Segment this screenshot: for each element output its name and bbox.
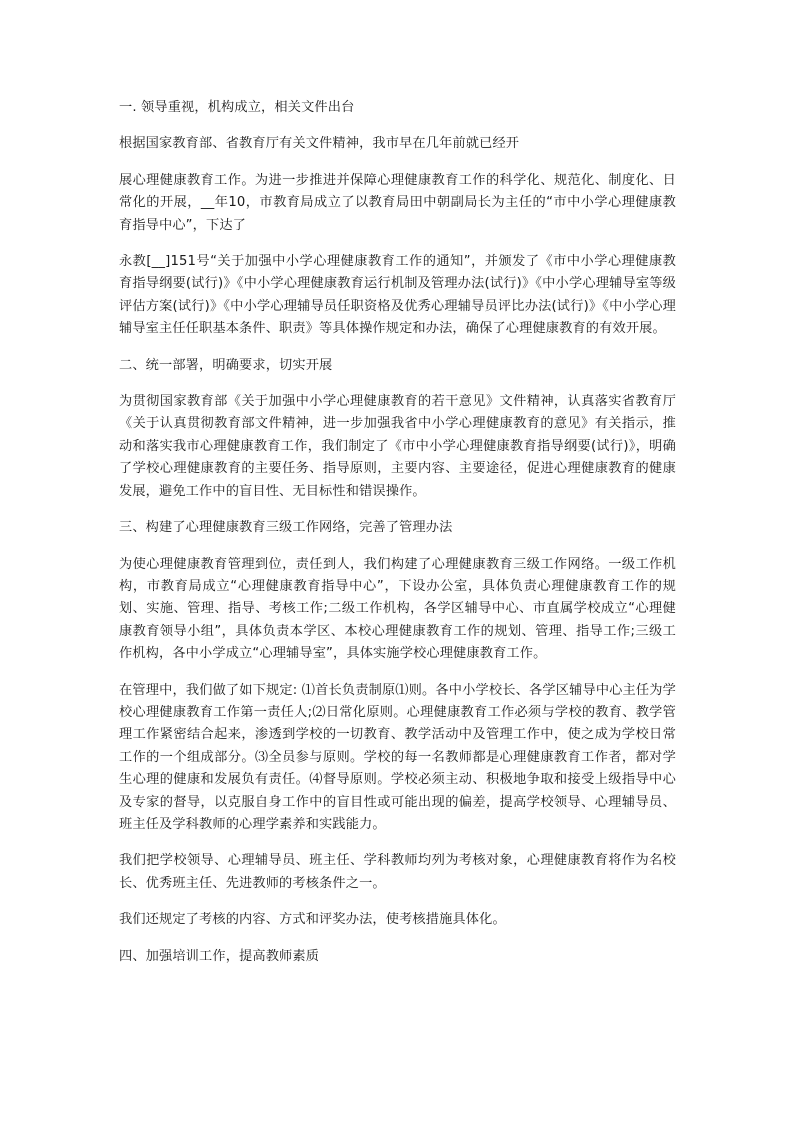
paragraph-intro: 根据国家教育部、省教育厅有关文件精神，我市早在几年前就已经开 — [119, 136, 520, 152]
paragraph-assessment-methods: 我们还规定了考核的内容、方式和评奖办法，使考核措施具体化。 — [119, 912, 506, 928]
paragraph-management-rules: 在管理中，我们做了如下规定: ⑴首长负责制原⑴则。各中小学校长、各学区辅导中心主任为学校心理健康教育工作第一责任人;⑵日常化原则。心理健康教育工作必须与学校的教育、教学管理工作紧密结合起来，渗透到学校的一切教育、教学活动中及管理工作中，使之成为学校日常工作的一个组成部分。⑶全员参与原则。学校的每一名教师都是心理健康教育工作者，都对学生心理的健康和发展负有责任。⑷督导原则。学校必须主动、积极地争取和接受上级指导中心及专家的督导，以克服自身工作中的盲目性或可能出现的偏差，提高学校领导、心理辅导员、班主任及学科教师的心理学素养和实践能力。 — [119, 682, 676, 832]
paragraph-guidelines: 为贯彻国家教育部《关于加强中小学心理健康教育的若干意见》文件精神，认真落实省教育厅《关于认真贯彻教育部文件精神，进一步加强我省中小学心理健康教育的意见》有关指示，推动和落实我市心理健康教育工作，我们制定了《市中小学心理健康教育指导纲要(试行)》，明确了学校心理健康教育的主要任务、指导原则，主要内容、主要途径，促进心理健康教育的健康发展，避免工作中的盲目性、无目标性和错误操作。 — [119, 394, 676, 499]
paragraph-assessment-targets: 我们把学校领导、心理辅导员、班主任、学科教师均列为考核对象，心理健康教育将作为名校长、优秀班主任、先进教师的考核条件之一。 — [119, 853, 676, 891]
paragraph-notice-issued: 永教[__]151号“关于加强中小学心理健康教育工作的通知”，并颁发了《市中小学心理健康教育指导纲要(试行)》《中小学心理健康教育运行机制及管理办法(试行)》《中小学心理辅导室等级评估方案(试行)》《中小学心理辅导员任职资格及优秀心理辅导员评比办法(试行)》《中小学心理辅导室主任任职基本条件、职责》等具体操作规定和办法，确保了心理健康教育的有效开展。 — [119, 254, 676, 337]
paragraph-three-level-network: 为使心理健康教育管理到位，责任到人，我们构建了心理健康教育三级工作网络。一级工作机构，市教育局成立“心理健康教育指导中心”，下设办公室，具体负责心理健康教育工作的规划、实施、管理、指导、考核工作;二级工作机构，各学区辅导中心、市直属学校成立“心理健康教育领导小组”，具体负责本学区、本校心理健康教育工作的规划、管理、指导工作;三级工作机构，各中小学成立“心理辅导室”，具体实施学校心理健康教育工作。 — [119, 556, 676, 662]
section-heading-2: 二、统一部署，明确要求，切实开展 — [119, 357, 333, 373]
section-heading-1: 一. 领导重视，机构成立，相关文件出台 — [119, 100, 355, 115]
section-heading-4: 四、加强培训工作，提高教师素质 — [119, 948, 320, 964]
paragraph-center-established: 展心理健康教育工作。为进一步推进并保障心理健康教育工作的科学化、规范化、制度化、日常化的开展，__年10，市教育局成立了以教育局田中朝副局长为主任的“市中小学心理健康教育指导中心”，下达了 — [119, 172, 676, 233]
section-heading-3: 三、构建了心理健康教育三级工作网络，完善了管理办法 — [119, 520, 453, 536]
